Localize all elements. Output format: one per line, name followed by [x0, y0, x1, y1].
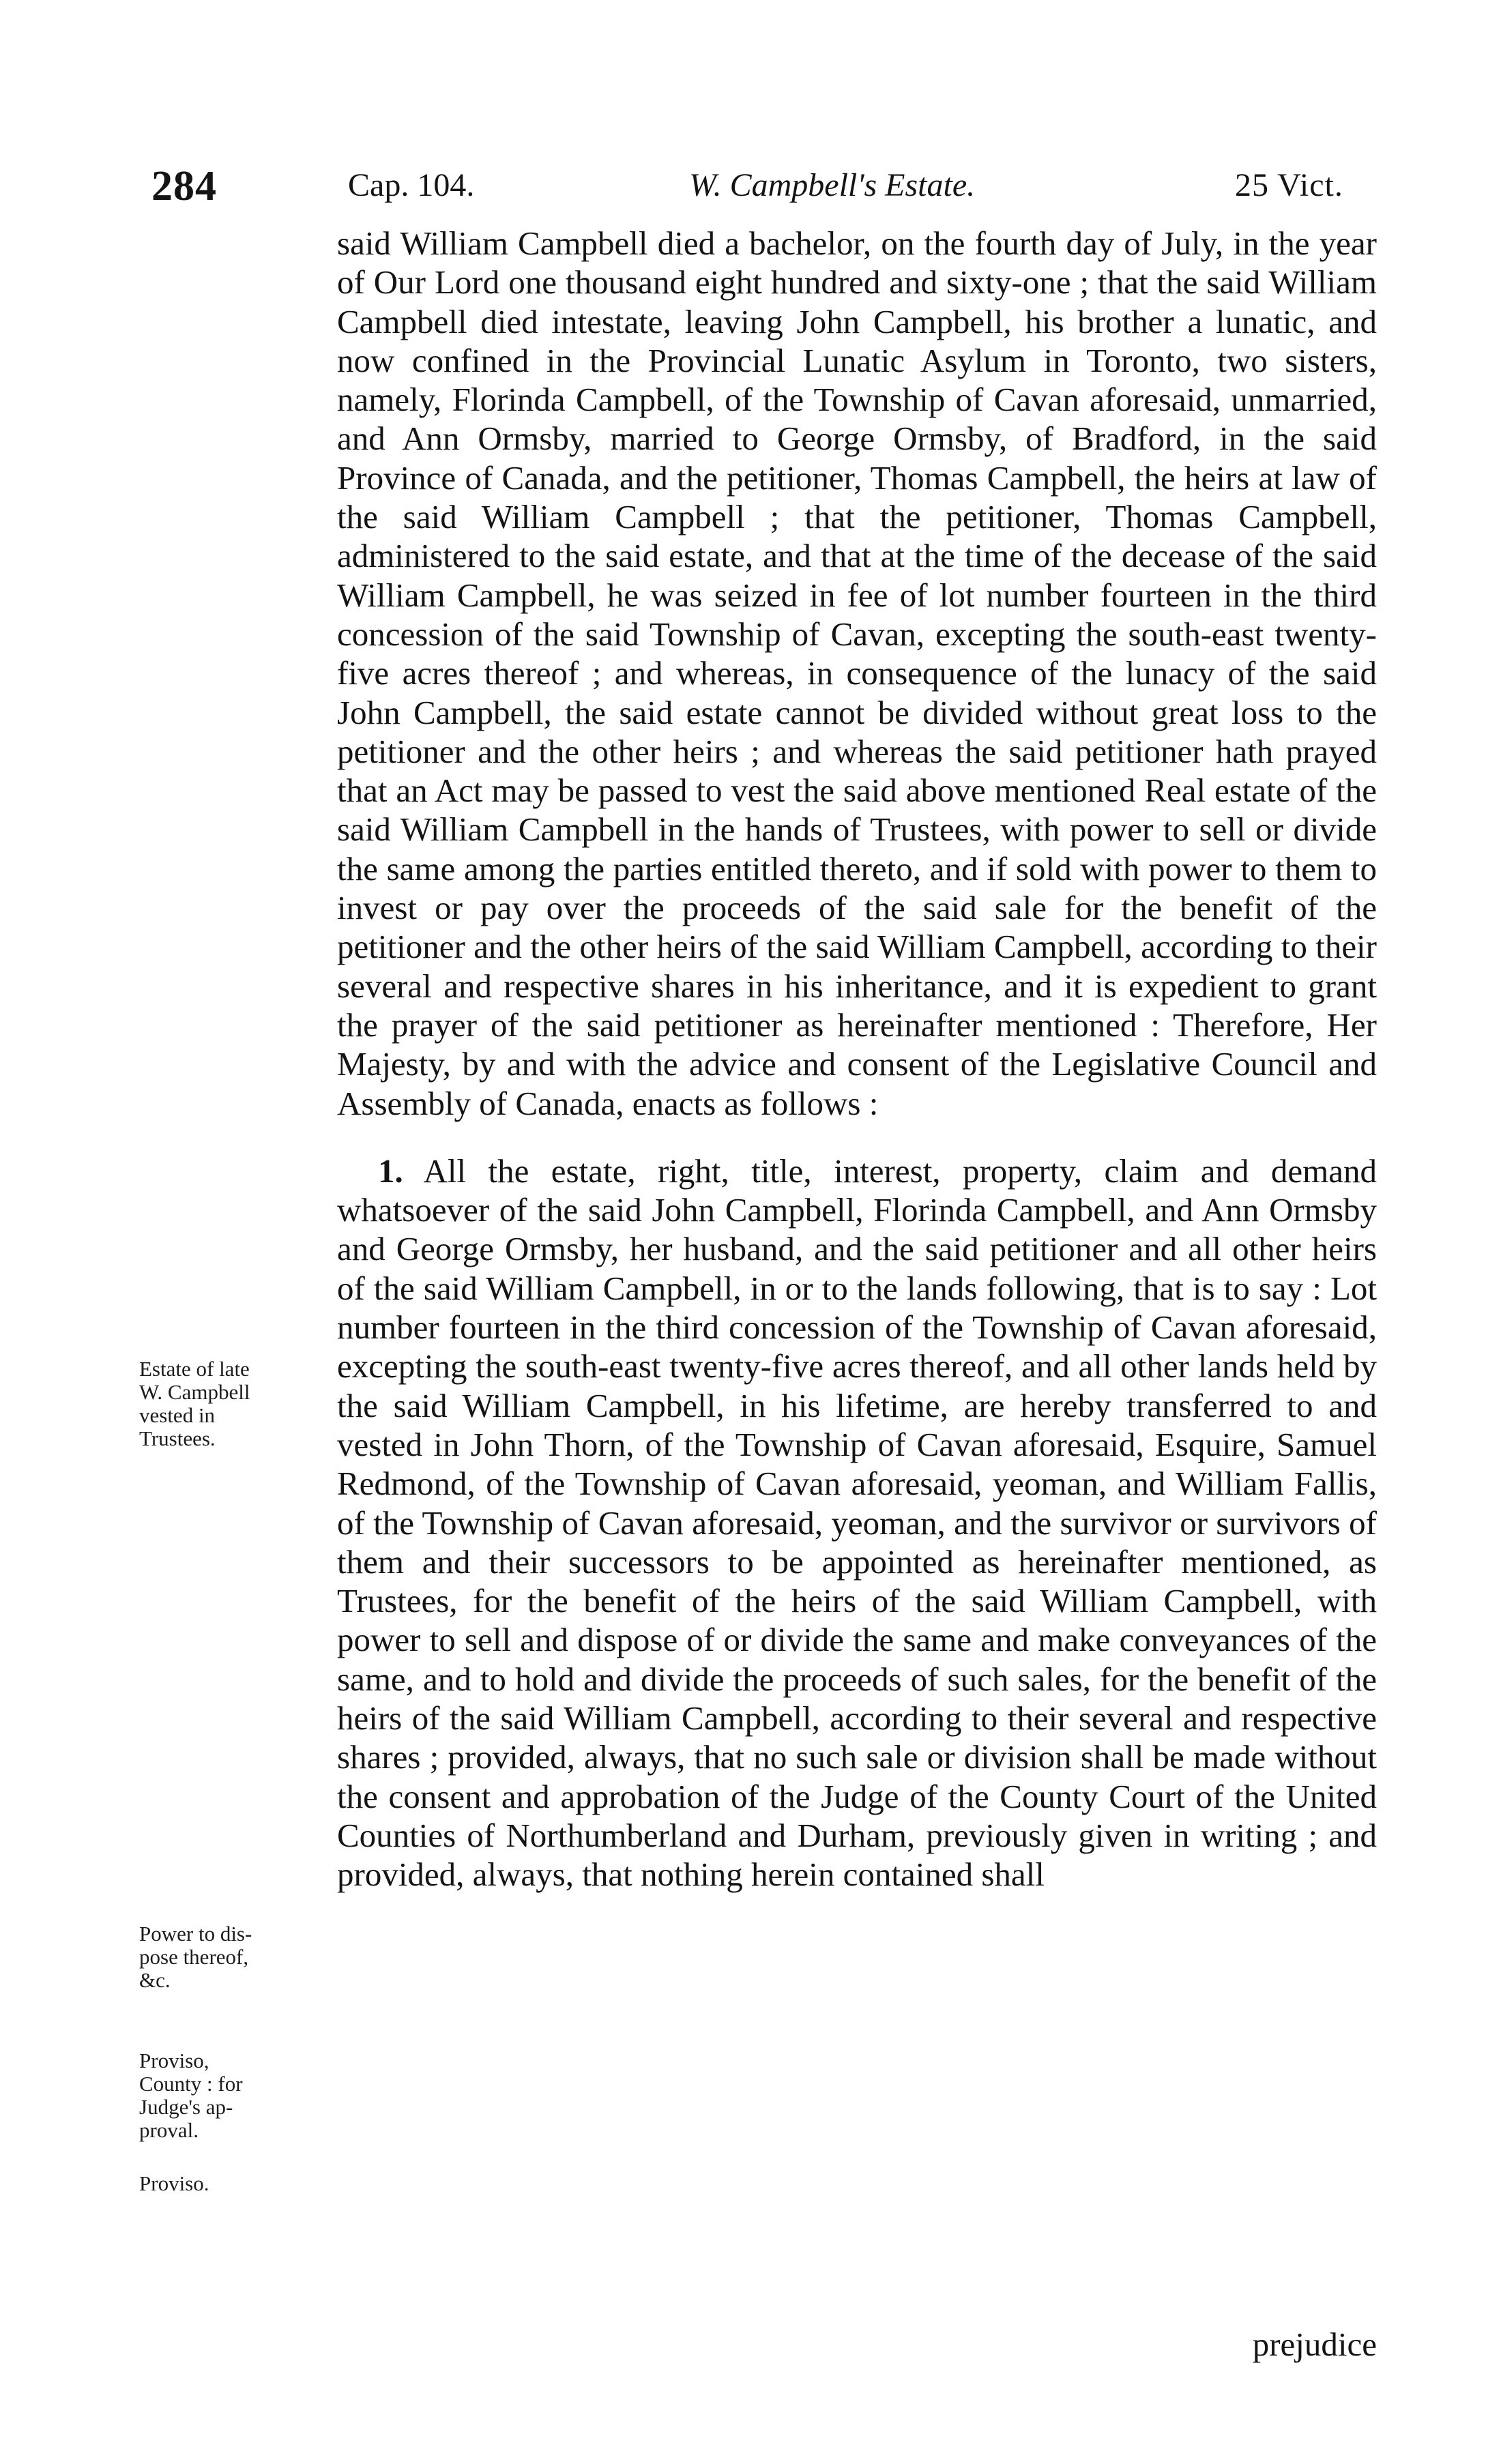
margin-note-line: County : for	[139, 2072, 243, 2096]
margin-note-line: W. Campbell	[139, 1380, 250, 1404]
running-header	[0, 162, 1501, 217]
regnal-year: 25 Vict.	[1235, 167, 1343, 203]
page-number: 284	[151, 163, 217, 209]
catchword: prejudice	[1252, 2326, 1377, 2363]
margin-note-proviso-judge	[139, 2049, 310, 2142]
margin-note-line: proval.	[139, 2118, 199, 2142]
margin-note-line: Power to dis-	[139, 1922, 252, 1946]
margin-note-estate-vested	[139, 1358, 310, 1450]
chapter-number: Cap. 104.	[348, 167, 475, 203]
margin-note-power-to-dispose	[139, 1922, 310, 1992]
margin-note-line: &c.	[139, 1968, 171, 1992]
margin-note-line: Trustees.	[139, 1426, 216, 1450]
main-text-column	[337, 224, 1377, 1894]
preamble-paragraph: said William Campbell died a bachelor, on the fourth day of July, in the year of Our Lord one thousand eight hundred and sixty-one ; that the said William Campbell died intestate, leaving John Campbell, his brother a lunatic, and now confined in the Provincial Lunatic Asylum in Toronto, two sisters, namely, Florinda Campbell, of the Township of Cavan aforesaid, unmarried, and Ann Ormsby, married to George Ormsby, of Bradford, in the said Province of Canada, and the petitioner, Thomas Campbell, the heirs at law of the said William Campbell ; that the petitioner, Thomas Campbell, administered to the said estate, and that at the time of the decease of the said William Campbell, he was seized in fee of lot number fourteen in the third concession of the said Township of Cavan, excepting the south-east twenty-five acres thereof ; and whereas, in consequence of the lunacy of the said John Campbell, the said estate cannot be divided without great loss to the petitioner and the other heirs ; and whereas the said petitioner hath prayed that an Act may be passed to vest the said above mentioned Real estate of the said William Campbell in the hands of Trustees, with power to sell or divide the same among the parties entitled thereto, and if sold with power to them to invest or pay over the proceeds of the said sale for the benefit of the petitioner and the other heirs of the said William Campbell, according to their several and respective shares in his inheritance, and it is expedient to grant the prayer of the said petitioner as hereinafter mentioned : Therefore, Her Majesty, by and with the advice and consent of the Legislative Council and Assembly of Canada, enacts as follows :	[337, 224, 1377, 1122]
margin-note-line: Judge's ap-	[139, 2095, 233, 2119]
section-1-text: All the estate, right, title, interest, property, claim and demand whatsoever of the said John Campbell, Florinda Campbell, and Ann Ormsby and George Ormsby, her husband, and the said petitioner and all other heirs of the said William Campbell, in or to the lands following, that is to say : Lot number fourteen in the third concession of the Township of Cavan aforesaid, excepting the south-east twenty-five acres thereof, and all other lands held by the said William Campbell, in his lifetime, are hereby transferred to and vested in John Thorn, of the Township of Cavan aforesaid, Esquire, Samuel Redmond, of the Township of Cavan aforesaid, yeoman, and William Fallis, of the Township of Cavan aforesaid, yeoman, and the survivor or survivors of them and their successors to be appointed as hereinafter mentioned, as Trustees, for the benefit of the heirs of the said William Campbell, with power to sell and dispose of or divide the same and make conveyances of the same, and to hold and divide the proceeds of such sales, for the benefit of the heirs of the said William Campbell, according to their several and respective shares ; provided, always, that no such sale or division shall be made without the consent and approbation of the Judge of the County Court of the United Counties of Northumberland and Durham, previously given in writing ; and provided, always, that nothing herein contained shall	[337, 1152, 1377, 1894]
margin-note-proviso	[139, 2172, 310, 2195]
section-number: 1.	[378, 1152, 403, 1190]
margin-note-line: pose thereof,	[139, 1945, 249, 1969]
margin-note-line: Proviso,	[139, 2049, 209, 2072]
margin-note-line: vested in	[139, 1403, 216, 1427]
running-title: W. Campbell's Estate.	[689, 167, 976, 203]
margin-note-line: Estate of late	[139, 1357, 250, 1381]
margin-note-line: Proviso.	[139, 2171, 209, 2195]
section-1-paragraph	[337, 1152, 1377, 1894]
